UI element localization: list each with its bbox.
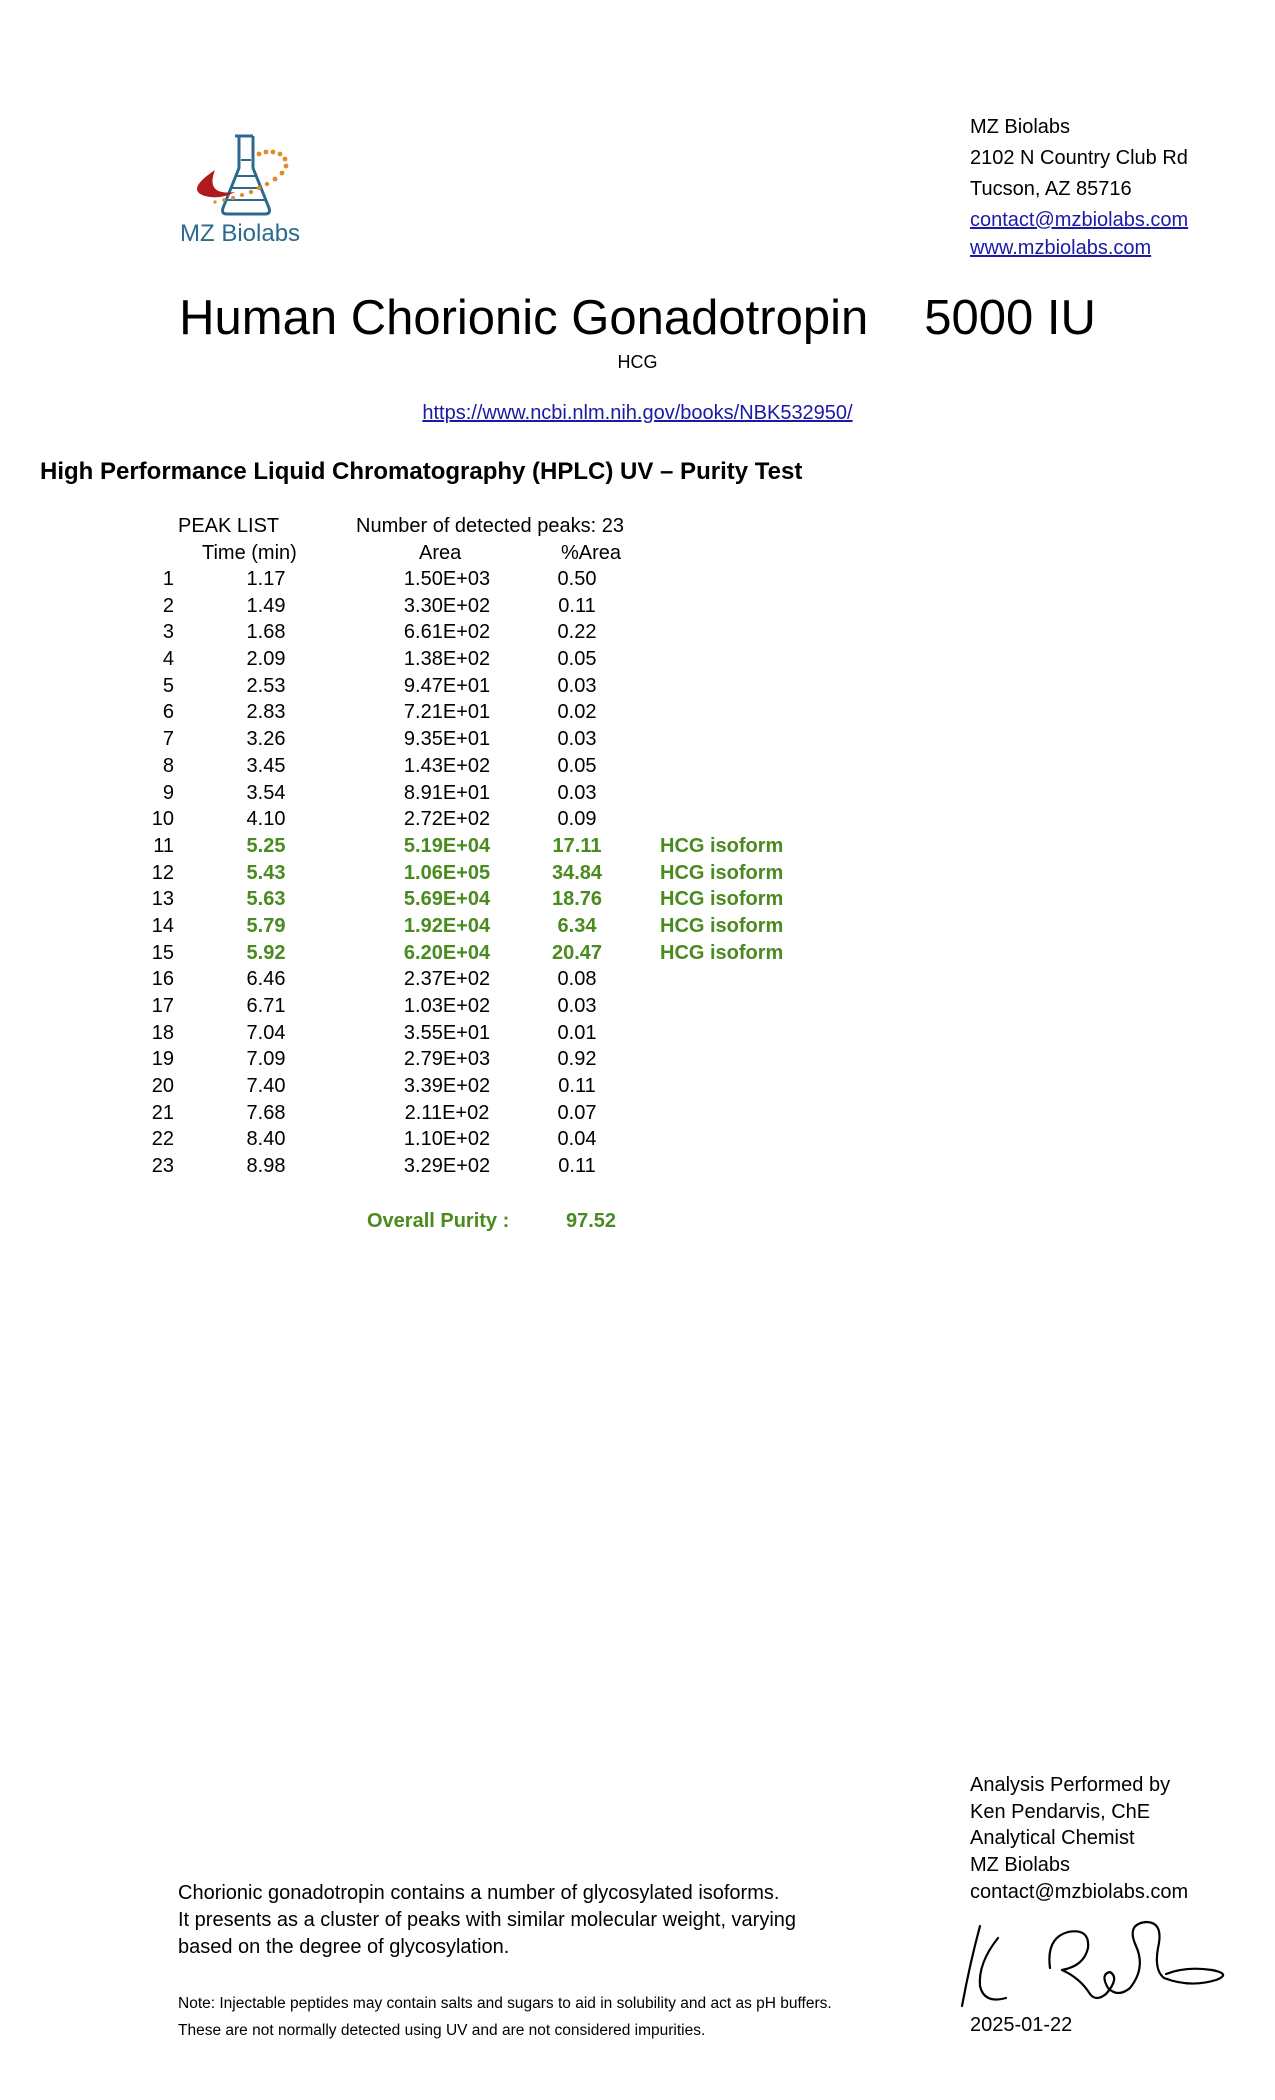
peak-percent-area: 0.05 [557,648,597,671]
peak-index: 23 [151,1155,174,1178]
peak-index: 6 [162,701,174,724]
peak-note: HCG isoform [660,834,784,857]
peak-percent-area: 0.03 [557,674,597,697]
peak-time: 6.71 [246,995,286,1017]
footnote [178,1990,832,2044]
peak-area: 3.29E+02 [403,1155,491,1178]
peak-percent-area: 0.05 [557,754,597,777]
peak-index: 14 [151,914,174,937]
peak-area: 6.61E+02 [403,621,491,644]
peak-percent-area: 0.11 [558,594,596,617]
description-line: Chorionic gonadotropin contains a number of glycosylated isoforms. [178,1882,780,1904]
peak-time: 5.43 [246,861,286,884]
peak-percent-area: 0.08 [557,968,597,991]
peak-percent-area: 18.76 [551,888,603,911]
peak-percent-area: 0.11 [558,1075,596,1098]
time-column-header: Time (min) [202,542,297,564]
peak-area: 8.91E+01 [403,781,491,804]
company-name: MZ Biolabs [970,116,1071,138]
compound-name: Human Chorionic Gonadotropin [179,291,869,345]
analyst-email: contact@mzbiolabs.com [970,1880,1189,1903]
peak-area: 1.38E+02 [403,648,491,671]
description-text [178,1880,796,1961]
peak-area: 1.50E+03 [403,568,491,590]
peak-index: 5 [162,674,174,697]
peak-area: 1.92E+04 [403,914,491,937]
analysis-date: 2025-01-22 [970,2014,1073,2036]
analysis-performed-by: Analysis Performed by [970,1774,1171,1796]
peak-percent-area: 0.03 [557,995,597,1017]
peak-area: 3.30E+02 [403,594,491,617]
peak-percent-area: 0.07 [557,1101,597,1124]
peak-percent-area: 0.92 [557,1048,597,1071]
percent-area-column-header: %Area [561,542,622,564]
peak-index: 21 [151,1101,174,1124]
street-address: 2102 N Country Club Rd [970,147,1188,169]
peak-area: 1.03E+02 [403,995,491,1017]
peak-index: 2 [162,594,174,617]
peak-time: 7.40 [246,1075,286,1098]
peak-index: 4 [162,648,174,671]
peak-time: 3.54 [246,781,286,804]
peak-time: 5.79 [246,914,286,937]
peak-percent-area: 0.03 [557,728,597,751]
peak-time: 3.26 [246,728,286,751]
peak-area: 2.37E+02 [403,968,491,991]
footnote-line: Note: Injectable peptides may contain salts and sugars to aid in solubility and act as pH buffers. [178,1995,832,2012]
peak-index: 11 [153,834,174,857]
analyst-name: Ken Pendarvis, ChE [970,1800,1151,1823]
peak-percent-area: 6.34 [557,914,597,937]
peak-time: 5.92 [246,941,286,964]
peak-area: 1.06E+05 [403,861,491,884]
peak-area: 6.20E+04 [403,941,491,964]
logo-text: MZ Biolabs [180,220,301,247]
city-state-zip: Tucson, AZ 85716 [970,178,1132,200]
page-title [0,290,1275,346]
peak-percent-area: 0.09 [557,808,597,831]
footnote-line: These are not normally detected using UV and are not considered impurities. [178,2022,706,2039]
peak-index: 9 [162,781,174,804]
peak-time: 7.68 [246,1101,286,1124]
peak-index: 16 [151,968,174,991]
peak-percent-area: 0.11 [558,1155,596,1178]
peak-note: HCG isoform [660,941,784,964]
peak-percent-area: 34.84 [551,861,603,884]
peak-area: 9.47E+01 [403,674,491,697]
dose: 5000 IU [924,291,1096,345]
peak-percent-area: 0.01 [557,1021,597,1044]
peak-time: 7.04 [246,1021,286,1044]
peak-index: 19 [151,1048,174,1071]
peak-percent-area: 0.03 [557,781,597,804]
peak-percent-area: 20.47 [551,941,603,964]
peak-index: 1 [162,568,174,590]
peak-area: 2.11E+02 [404,1101,490,1124]
description-line: It presents as a cluster of peaks with similar molecular weight, varying [178,1909,797,1931]
company-address [970,112,1188,264]
peak-area: 1.43E+02 [403,754,491,777]
peak-index: 22 [151,1128,174,1151]
peak-time: 1.68 [246,621,286,644]
peak-time: 4.10 [246,808,286,831]
peak-list-label: PEAK LIST [178,515,280,537]
peak-time: 2.83 [246,701,286,724]
peak-area: 5.19E+04 [403,834,491,857]
peak-time: 2.09 [246,648,286,671]
peak-index: 7 [162,728,174,751]
area-column-header: Area [419,542,462,564]
peak-time: 3.45 [246,754,286,777]
peak-area: 3.39E+02 [403,1075,491,1098]
email-link[interactable]: contact@mzbiolabs.com [970,209,1189,231]
peak-area: 2.79E+03 [403,1048,491,1071]
peak-index: 3 [162,621,174,644]
peak-time: 7.09 [246,1048,286,1071]
peak-area: 7.21E+01 [403,701,491,724]
peak-time: 5.25 [246,834,286,857]
peak-percent-area: 0.50 [557,568,597,590]
peak-index: 15 [151,941,174,964]
peak-index: 13 [151,888,174,911]
description-line: based on the degree of glycosylation. [178,1936,510,1958]
peak-index: 12 [151,861,174,884]
peak-time: 6.46 [246,968,286,991]
peak-time: 1.49 [246,594,286,617]
peak-index: 17 [151,995,174,1017]
peak-percent-area: 0.04 [557,1128,597,1151]
peak-percent-area: 0.22 [557,621,597,644]
peak-index: 10 [151,808,174,831]
peak-time: 5.63 [246,888,286,911]
peak-time: 8.40 [246,1128,286,1151]
peak-area: 1.10E+02 [403,1128,491,1151]
compound-abbreviation: HCG [617,352,658,372]
peak-note: HCG isoform [660,914,784,937]
peak-note: HCG isoform [660,888,784,911]
peak-area: 5.69E+04 [403,888,491,911]
peak-time: 2.53 [246,674,286,697]
analyst-block [970,1772,1188,1906]
section-title: High Performance Liquid Chromatography (HPLC) UV – Purity Test [40,458,803,485]
analyst-signature [950,1908,1240,2018]
analyst-org: MZ Biolabs [970,1854,1071,1877]
website-link[interactable]: www.mzbiolabs.com [970,237,1152,259]
peak-percent-area: 17.11 [552,834,602,857]
peak-percent-area: 0.02 [557,701,597,724]
overall-purity-value: 97.52 [566,1210,617,1232]
peak-index: 18 [151,1021,174,1044]
peak-time: 1.17 [246,568,286,590]
reference-link[interactable]: https://www.ncbi.nlm.nih.gov/books/NBK532950/ [422,402,853,424]
overall-purity-label: Overall Purity : [367,1210,510,1232]
peak-area: 2.72E+02 [403,808,491,831]
peak-area: 9.35E+01 [403,728,491,751]
peak-time: 8.98 [246,1155,286,1178]
peak-area: 3.55E+01 [403,1021,491,1044]
peak-index: 20 [151,1075,174,1098]
peak-count: Number of detected peaks: 23 [356,515,624,537]
peak-index: 8 [162,754,174,777]
analyst-role: Analytical Chemist [970,1827,1135,1850]
peak-note: HCG isoform [660,861,784,884]
